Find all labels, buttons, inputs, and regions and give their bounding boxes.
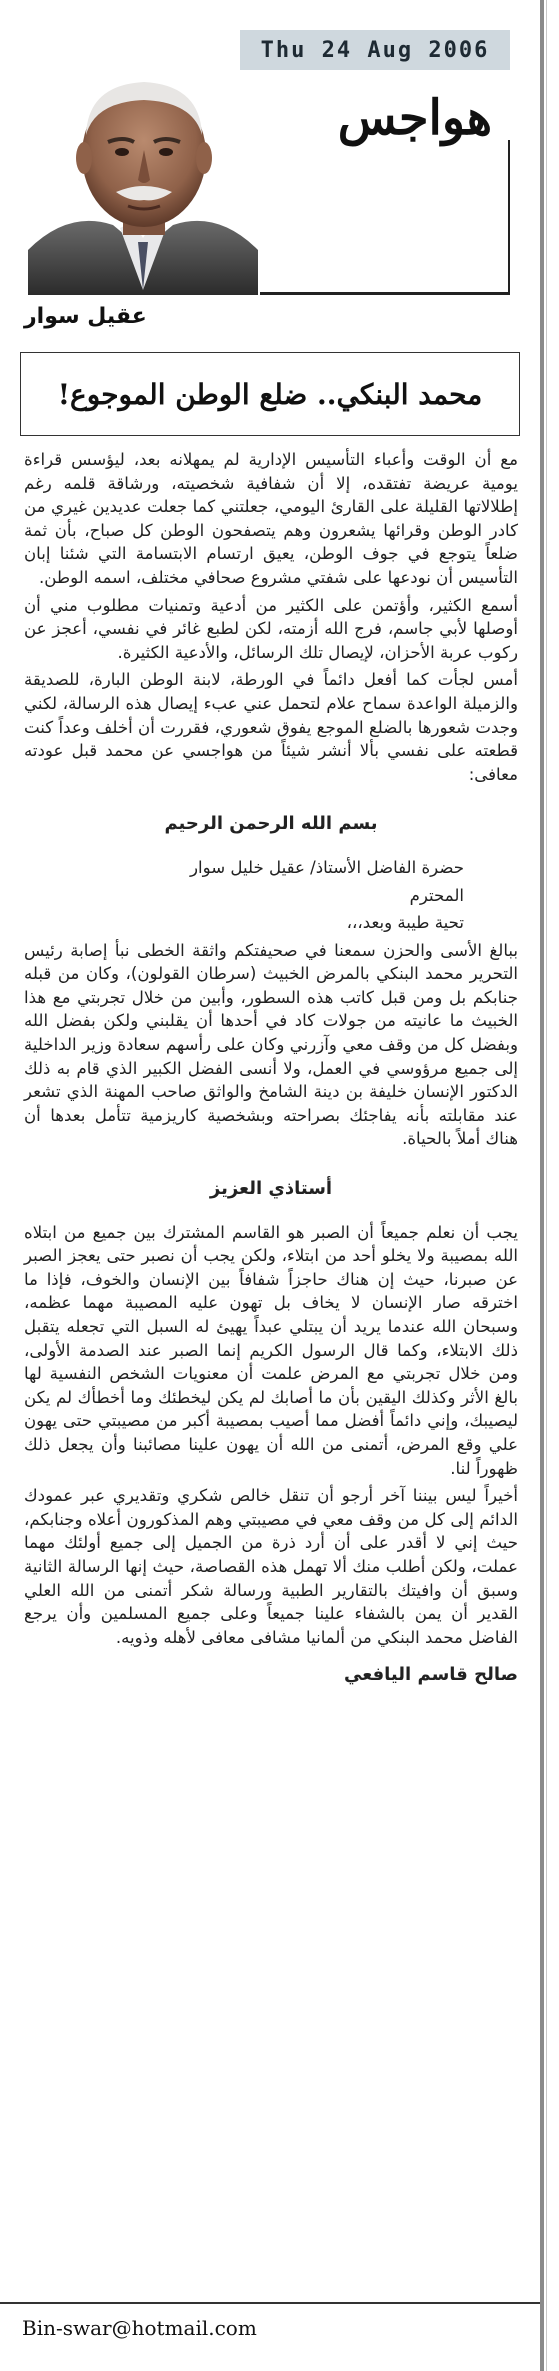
article-paragraph: أسمع الكثير، وأؤتمن على الكثير من أدعية وتمنيات مطلوب مني أن أوصلها لأبي جاسم، فرج الله أزمته، لكن لطبع غائر في نفسي، أعجز عن ركوب عربة الأحزان، لإيصال تلك الرسائل، والأدعية الكثيرة. [24, 595, 518, 662]
article-paragraph: أمس لجأت كما أفعل دائماً في الورطة، لابنة الوطن البارة، للصديقة والزميلة الواعدة سماح علام لتحمل عني عبء إيصال هذه الرسالة، لكني وجدت شعورها بالضلع الموجع يفوق شعوري، فقررت أن أخلف وعداً كنت قطعته على نفسي بألا أنشر شيئاً من هواجسي عن محمد قبل عودته معافى: [24, 670, 518, 784]
header-divider-vertical [508, 140, 510, 295]
date-label: Thu 24 Aug 2006 [240, 30, 510, 70]
column-border [540, 0, 544, 2371]
letter-salutation: المحترم [409, 885, 464, 905]
letter-paragraph: يجب أن نعلم جميعاً أن الصبر هو القاسم المشترك بين جميع من ابتلاه الله بمصيبة ولا يخلو أحد من ابتلاء، ولكن يجب أن نصبر حتى يعجز الصبر عن صبرنا، حيث إن هناك حاجزاً شفافاً بين الإنسان والخوف، فإذا ما اخترقه صار الإنسان لا يخاف بل تهون عليه المصيبة مهما عظمه، وسبحان الله عندما يريد أن يبتلي عبداً يهيئ له السبل التي تجعله يتقبل ذلك الابتلاء، وكما قال الرسول الكريم إنما الصبر عند الصدمة الأولى، ومن خلال تجربتي مع المرض علمت أن معنويات الشخص النفسية لها بالغ الأثر وكذلك اليقين بأن ما أصابك لم يكن ليخطئك وما أخطأك لم يكن ليصيبك، وإني دائماً أفضل مما أصيب بمصيبة أكبر من مصيبتي حتى يهون علي وقع المرض، أتمنى من الله أن يهون علينا مصائبنا وأن يجعل ذلك ظهوراً لنا. [24, 1222, 518, 1478]
column-header [0, 0, 540, 329]
column-title: هواجس [337, 90, 492, 146]
article-paragraph: مع أن الوقت وأعباء التأسيس الإدارية لم يمهلانه بعد، ليؤسس قراءة يومية عريضة تفتقده، إلا أن شفافية شخصيته، ورشاقة قلمه رغم إطلالاتها القليلة على القارئ اليومي، جعلتني كما جعلت عديدين غيري من كادر الوطن وقرائها يشعرون وهم يتصفحون الوطن كل صباح، بأن ثمة ضلعاً يتوجع في جوف الوطن، يعيق ارتسام الابتسامة التي شئنا إبان التأسيس أن نودعها على شفتي مشروع صحافي مختلف، اسمه الوطن. [24, 450, 518, 587]
letter-paragraph: ببالغ الأسى والحزن سمعنا في صحيفتكم واثقة الخطى نبأ إصابة رئيس التحرير محمد البنكي بالمرض الخبيث (سرطان القولون)، وكان من قبله جنابكم بل ومن قبل كاتب هذه السطور، وأبين من خلال تجربتي مع هذا الخبيث ما عانيته من جولات كاد في أحدها أن يقلبني ولكن بفضل الله وبفضل كل من وقف معي وآزرني وكان على رأسهم سعادة وزير الداخلية إلى جميع مرؤوسي في العمل، ولا أنسى الفضل الكبير الذي قام به ذلك الدكتور الإنسان خليفة بن دينة الشامخ والواثق صاحب المهنة الذي تشعر عند مقابلته بأنه يفاجئك بصراحته وبشخصية كاريزمية تتأمل بعدها أن هناك أملاً بالحياة. [24, 940, 518, 1149]
footer-divider [0, 2302, 540, 2304]
letter-basmala: بسم الله الرحمن الرحيم [164, 813, 378, 835]
letter-salutation: تحية طيبة وبعد،،، [346, 913, 464, 933]
headline-box [20, 352, 520, 436]
author-name: عقيل سوار [24, 304, 147, 329]
letter-salutation: حضرة الفاضل الأستاذ/ عقيل خليل سوار [190, 857, 464, 877]
article-headline: محمد البنكي.. ضلع الوطن الموجوع! [57, 377, 483, 411]
author-portrait-icon [28, 50, 258, 295]
letter-paragraph: أخيراً ليس بيننا آخر أرجو أن تنقل خالص شكري وتقديري عبر عمودك الدائم إلى كل من وقف معي في مصيبتي وهم المذكورون أعلاه وجنابكم، حيث إني لا أقدر على أن أرد ذرة من الجميل إلى جميع أولئك مهما عملت، ولكن أطلب منك ألا تهمل هذه القصاصة، حيث إنها الرسالة الثانية وسبق أن وافيتك بالتقارير الطبية ورسالة شكر أتمنى من الله العلي القدير أن يمن بالشفاء علينا جميعاً وعلى جميع المسلمين وأن يرجع الفاضل محمد البنكي من ألمانيا مشافى معافى لأهله وذويه. [24, 1486, 518, 1647]
letter-subtitle: أستاذي العزيز [209, 1178, 333, 1200]
letter-signature: صالح قاسم اليافعي [344, 1664, 518, 1686]
article-body [24, 448, 518, 1687]
header-divider [260, 292, 510, 295]
column-border-thin [546, 0, 547, 2371]
author-email-link[interactable]: Bin-swar@hotmail.com [22, 2316, 257, 2340]
